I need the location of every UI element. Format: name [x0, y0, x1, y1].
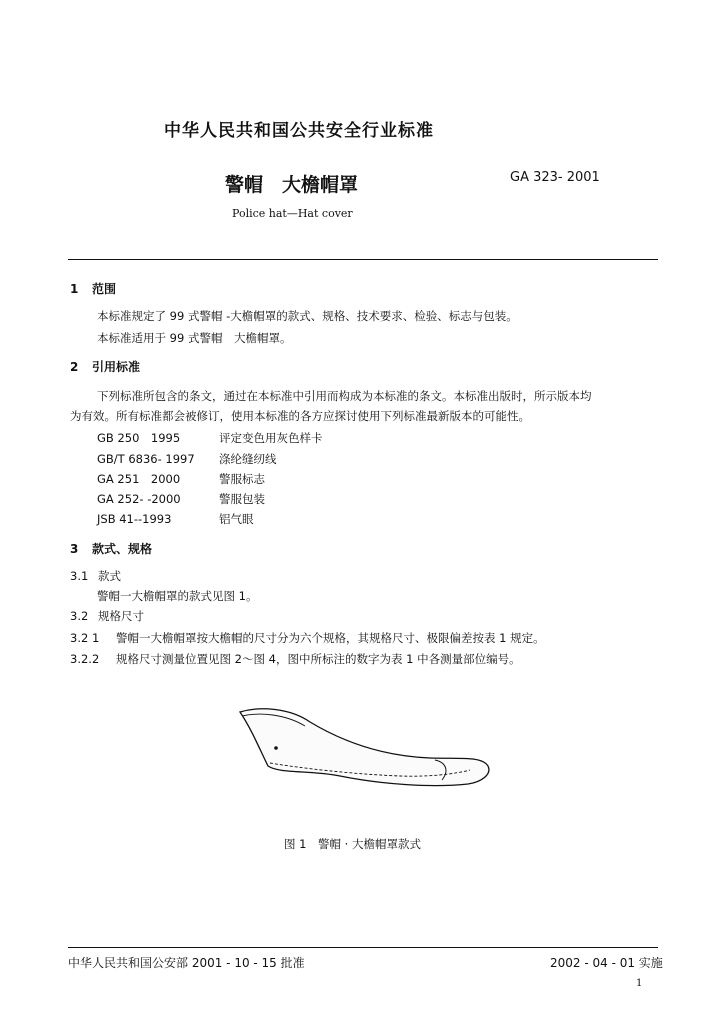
- clause-text: 警帽一大檐帽罩按大檐帽的尺寸分为六个规格，其规格尺寸、极限偏差按表 1 规定。: [116, 631, 545, 645]
- clause-text: 规格尺寸测量位置见图 2～图 4，图中所标注的数字为表 1 中各测量部位编号。: [116, 652, 521, 666]
- reference-code: GA 252- -2000: [97, 492, 181, 506]
- paragraph-line: 为有效。所有标准都会被修订，使用本标准的各方应探讨使用下列标准最新版本的可能性。: [70, 409, 530, 423]
- reference-code: GA 251 2000: [97, 472, 181, 486]
- reference-code: GB 250 1995: [97, 431, 181, 445]
- clause-3-2-1: [70, 630, 545, 646]
- reference-name: 警服标志: [219, 472, 265, 486]
- reference-name: 评定变色用灰色样卡: [219, 431, 323, 445]
- english-title: Police hat—Hat cover: [232, 207, 353, 220]
- page-number: 1: [636, 978, 643, 989]
- section-title: 款式、规格: [92, 542, 153, 556]
- effective-date: 2002 - 04 - 01 实施: [550, 956, 663, 970]
- section-3-heading: [70, 540, 152, 557]
- section-number: 1: [70, 282, 79, 296]
- footer-divider: [68, 947, 658, 948]
- clause-number: 3.2 1: [70, 631, 100, 645]
- paragraph: 警帽一大檐帽罩的款式见图 1。: [97, 589, 258, 603]
- section-title: 引用标准: [92, 360, 141, 374]
- reference-item: [97, 511, 254, 527]
- document-title: 警帽 大檐帽罩: [225, 174, 359, 196]
- section-title: 范围: [92, 282, 117, 296]
- reference-item: [97, 491, 265, 507]
- subsection-title: 款式: [98, 569, 121, 583]
- reference-name: 铝气眼: [219, 512, 254, 526]
- section-number: 2: [70, 360, 79, 374]
- section-2-heading: [70, 358, 140, 375]
- subsection-3-2-heading: [70, 608, 144, 624]
- reference-item: [97, 451, 277, 467]
- paragraph-line: 下列标准所包含的条文，通过在本标准中引用而构成为本标准的条文。本标准出版时，所示版本均: [97, 389, 592, 403]
- standard-category: 中华人民共和国公共安全行业标准: [164, 121, 434, 141]
- standard-code: GA 323- 2001: [510, 170, 600, 185]
- reference-code: JSB 41--1993: [97, 512, 172, 526]
- hat-cover-illustration: [230, 700, 500, 795]
- subsection-3-1-heading: [70, 568, 121, 584]
- section-number: 3: [70, 542, 79, 556]
- section-1-heading: [70, 280, 116, 297]
- subsection-number: 3.2: [70, 609, 89, 623]
- header-divider: [68, 259, 658, 260]
- reference-name: 涤纶缝纫线: [219, 452, 277, 466]
- reference-item: [97, 471, 265, 487]
- reference-code: GB/T 6836- 1997: [97, 452, 195, 466]
- reference-name: 警服包装: [219, 492, 265, 506]
- subsection-title: 规格尺寸: [98, 609, 144, 623]
- reference-item: [97, 430, 323, 446]
- issuer-line: 中华人民共和国公安部 2001 - 10 - 15 批准: [68, 956, 305, 970]
- subsection-number: 3.1: [70, 569, 89, 583]
- eyelet-dot: [274, 746, 278, 750]
- paragraph: 本标准规定了 99 式警帽 -大檐帽罩的款式、规格、技术要求、检验、标志与包装。: [97, 309, 518, 323]
- paragraph: 本标准适用于 99 式警帽 大檐帽罩。: [97, 331, 292, 345]
- clause-3-2-2: [70, 651, 521, 667]
- figure-caption: 图 1 警帽 · 大檐帽罩款式: [284, 837, 421, 851]
- clause-number: 3.2.2: [70, 652, 100, 666]
